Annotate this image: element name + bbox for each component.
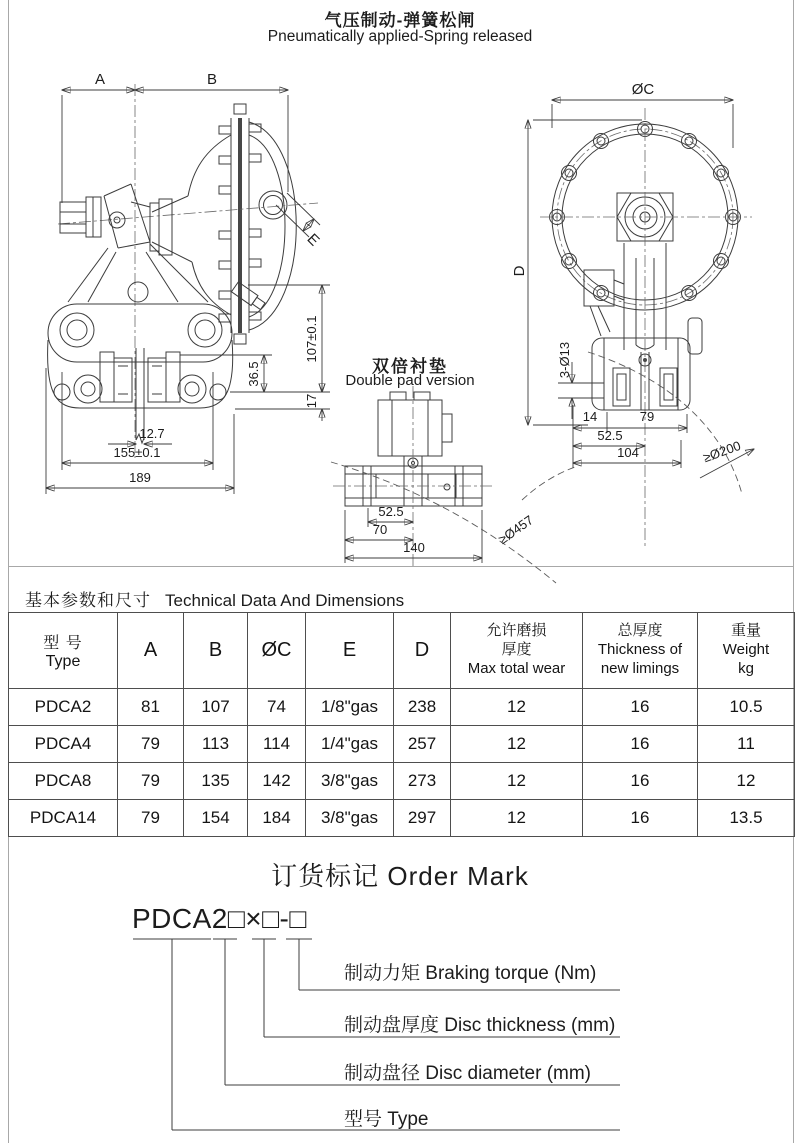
- side-view-drawing: [511, 81, 754, 548]
- table-section-title-en: Technical Data And Dimensions: [165, 591, 405, 610]
- dim-label-12-7: 12.7: [139, 426, 165, 441]
- technical-data-table: [8, 612, 795, 837]
- order-mark-label-disc-diameter: 制动盘径 Disc diameter (mm): [344, 1063, 592, 1084]
- dim-label-oc: ØC: [631, 81, 655, 98]
- dim-label-107: 107±0.1: [304, 315, 319, 363]
- double-pad-drawing: [331, 386, 556, 583]
- dim-label-dp-70: 70: [372, 522, 388, 537]
- dim-label-disc200: ≥Ø200: [700, 437, 743, 466]
- dim-label-36-5: 36.5: [246, 361, 261, 387]
- dim-label-189: 189: [129, 470, 151, 485]
- table-section-title-zh: 基本参数和尺寸: [25, 591, 151, 610]
- dim-label-104: 104: [617, 445, 639, 460]
- page-title-zh: 气压制动-弹簧松闸: [324, 11, 476, 30]
- table-header-row: [9, 613, 795, 689]
- col-header-e: E: [306, 613, 394, 689]
- dim-label-14: 14: [582, 409, 598, 424]
- col-header-weight: 重量 Weight kg: [698, 613, 795, 689]
- dim-label-17: 17: [304, 393, 319, 409]
- order-mark-title: 订货标记 Order Mark: [271, 861, 529, 891]
- col-header-a: A: [118, 613, 184, 689]
- dim-label-sv-52-5: 52.5: [597, 428, 623, 443]
- double-pad-caption-en: Double pad version: [345, 372, 475, 389]
- front-view-drawing: [46, 71, 330, 494]
- dim-label-dp-52-5: 52.5: [378, 504, 404, 519]
- page-title-en: Pneumatically applied-Spring released: [267, 28, 533, 45]
- table-row: PDCA4 79 113 114 1/4"gas 257 12 16 11: [9, 726, 795, 763]
- order-mark-label-braking-torque: 制动力矩 Braking torque (Nm): [344, 963, 597, 984]
- dim-label-a: A: [94, 71, 106, 88]
- dim-label-e: E: [303, 230, 323, 250]
- dim-label-155: 155±0.1: [113, 445, 161, 460]
- table-row: PDCA8 79 135 142 3/8"gas 273 12 16 12: [9, 763, 795, 800]
- table-section-title: [25, 586, 404, 611]
- order-mark-code: PDCA2□×□-□: [132, 903, 307, 934]
- dim-label-dp-140: 140: [403, 540, 425, 555]
- double-pad-caption-zh: 双倍衬垫: [372, 357, 448, 376]
- col-header-thickness: 总厚度 Thickness of new limings: [583, 613, 698, 689]
- order-mark-label-disc-thickness: 制动盘厚度 Disc thickness (mm): [344, 1015, 616, 1036]
- dim-label-d: D: [511, 265, 528, 277]
- dim-label-disc457: ≥Ø457: [495, 512, 536, 547]
- dim-label-3xo13: 3-Ø13: [557, 341, 572, 379]
- col-header-max-wear: 允许磨损 厚度 Max total wear: [451, 613, 583, 689]
- table-row: PDCA14 79 154 184 3/8"gas 297 12 16 13.5: [9, 800, 795, 837]
- col-header-d: D: [394, 613, 451, 689]
- dim-label-79: 79: [639, 409, 655, 424]
- col-header-b: B: [184, 613, 248, 689]
- col-header-type: 型 号 Type: [9, 613, 118, 689]
- dim-label-b: B: [206, 71, 218, 88]
- order-mark-label-type: 型号 Type: [344, 1109, 429, 1130]
- col-header-oc: ØC: [248, 613, 306, 689]
- table-row: PDCA2 81 107 74 1/8"gas 238 12 16 10.5: [9, 689, 795, 726]
